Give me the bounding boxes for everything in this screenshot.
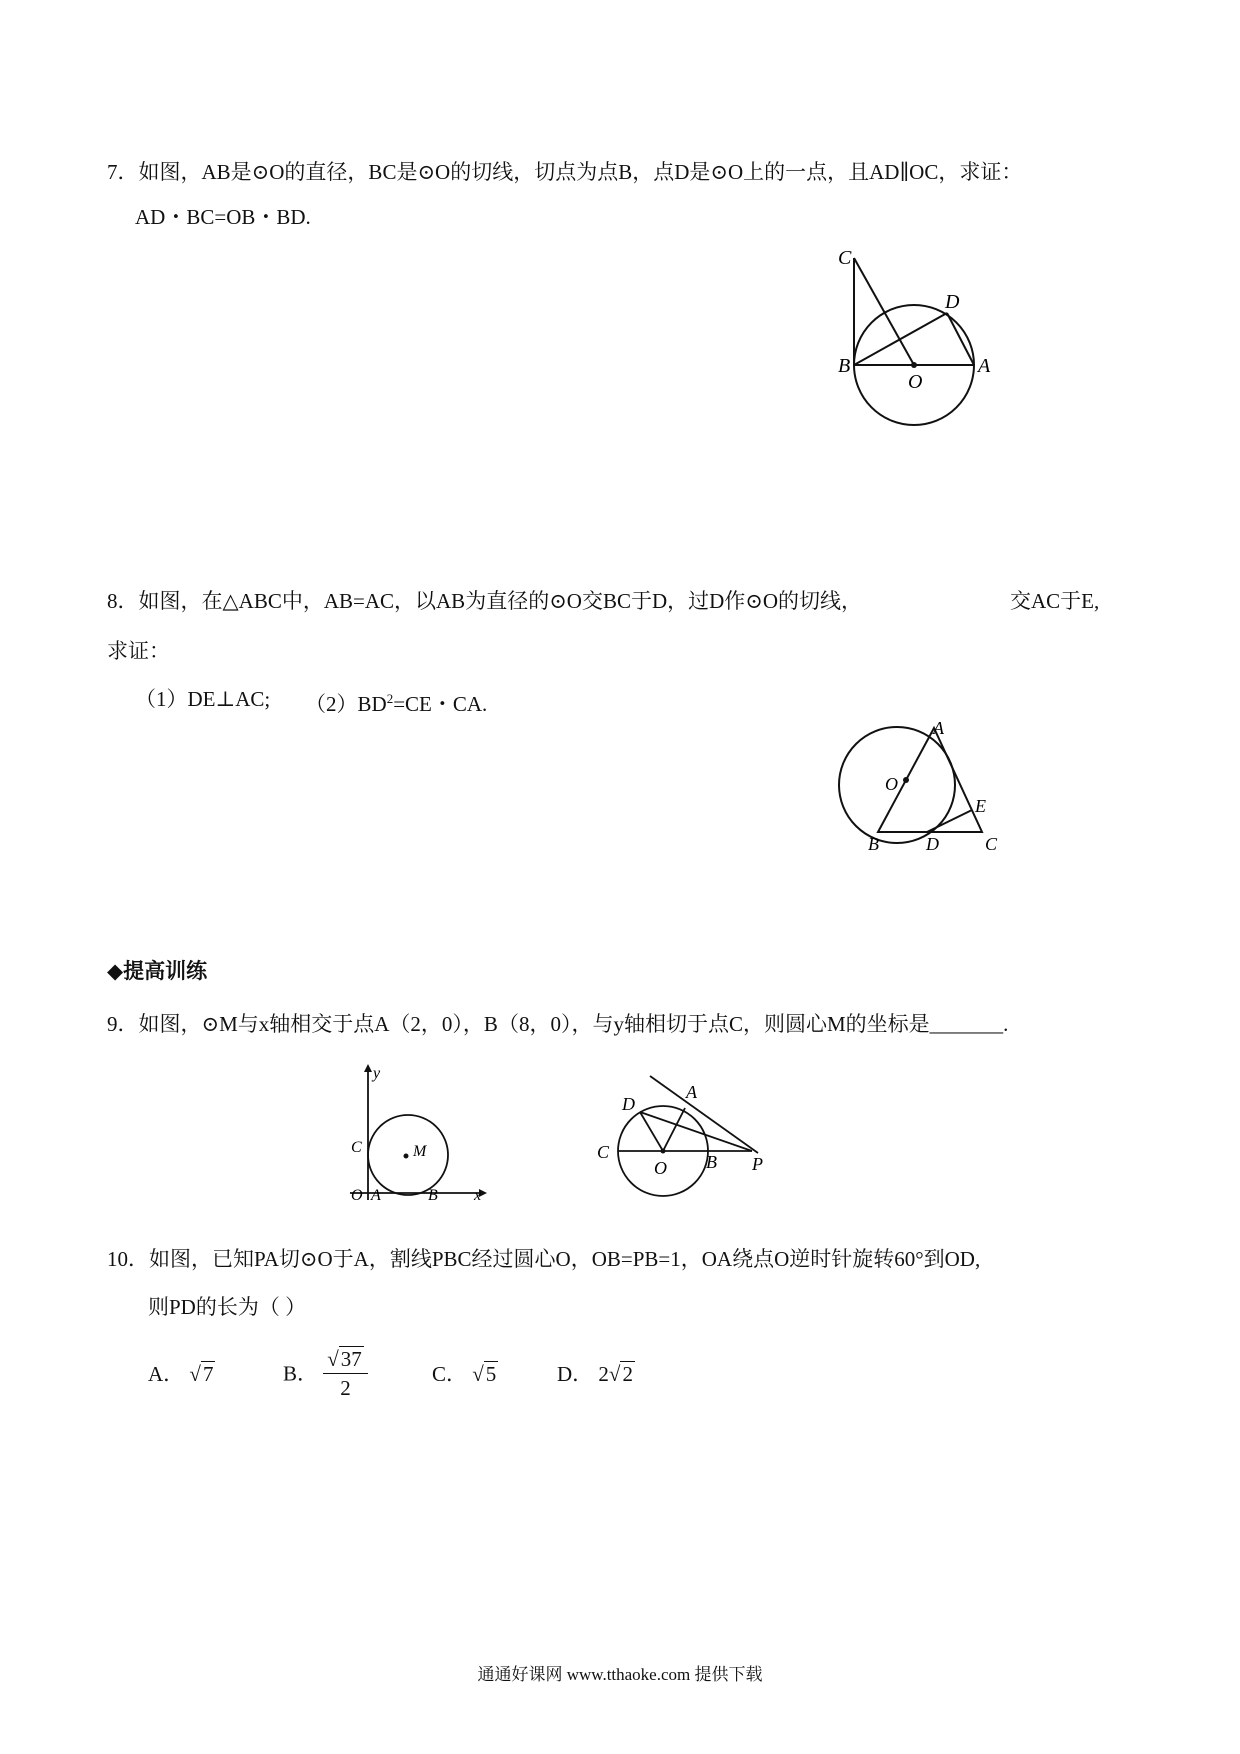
choice-a-radicand: 7 (202, 1362, 214, 1386)
q8-figure (835, 710, 1015, 860)
q10-number: 10． (107, 1247, 149, 1271)
q9-number: 9． (107, 1012, 139, 1036)
q10-label-c: C (597, 1142, 610, 1162)
choice-d-label: D． (557, 1362, 594, 1386)
q8-line2: 求证： (107, 639, 170, 663)
q7-label-a: A (978, 355, 991, 377)
choice-b-numerator (323, 1345, 368, 1374)
q9-line (107, 1010, 1008, 1038)
sqrt-icon: √ (189, 1362, 201, 1386)
q10-segment-oa (663, 1108, 685, 1151)
q10-label-p: P (752, 1154, 763, 1174)
q8-part2-suffix: =CE・CA. (393, 692, 488, 716)
choice-c-radicand: 5 (485, 1362, 497, 1386)
q8-label-o: O (885, 774, 898, 794)
q8-part2 (305, 685, 487, 718)
q10-text1: 如图，已知PA切⊙O于A，割线PBC经过圆心O，OB=PB=1，OA绕点O逆时针旋转60°到OD, (149, 1247, 981, 1271)
q9-y-arrow (364, 1064, 372, 1072)
choice-a-label: A． (148, 1362, 185, 1386)
page-footer: 通通好课网 www.tthaoke.com 提供下载 (477, 1665, 763, 1684)
q10-figure (590, 1068, 790, 1203)
q7-label-o: O (908, 371, 923, 393)
q9-center-dot (404, 1154, 409, 1159)
q8-tangent-de (927, 810, 972, 832)
q9-label-x: x (474, 1187, 482, 1204)
q9-label-a: A (371, 1187, 381, 1204)
q8-part1: （1）DE⊥AC; (135, 687, 271, 711)
q7-figure (820, 240, 1020, 440)
sqrt-icon: √ (327, 1347, 339, 1371)
q10-segment-od (640, 1112, 663, 1151)
q7-segment-bd (854, 313, 947, 365)
choice-b-radicand: 37 (340, 1347, 362, 1371)
q9-figure (335, 1060, 505, 1210)
q9-label-c: C (351, 1139, 362, 1156)
q10-label-a: A (686, 1082, 697, 1102)
choice-b-fraction (323, 1345, 368, 1402)
q8-line1 (107, 587, 862, 615)
q10-center-dot (661, 1149, 666, 1154)
choice-b-label: B． (283, 1361, 319, 1386)
q10-tangent-pa (650, 1076, 758, 1153)
q8-text1: 如图，在△ABC中，AB=AC，以AB为直径的⊙O交BC于D，过D作⊙O的切线， (138, 589, 863, 613)
q8-label-e: E (975, 796, 986, 816)
q10-label-o: O (654, 1158, 667, 1178)
q7-label-d: D (945, 291, 960, 313)
q7-label-c: C (838, 247, 852, 269)
q7-number: 7． (107, 160, 139, 184)
section-title: 提高训练 (123, 959, 208, 983)
q10-line1 (107, 1245, 980, 1273)
q10-label-d: D (622, 1094, 635, 1114)
q7-label-b: B (838, 355, 851, 377)
q8-part2-prefix: （2）BD (305, 692, 387, 716)
choice-c-label: C． (432, 1362, 468, 1386)
q10-choice-d[interactable] (557, 1360, 635, 1388)
q9-label-m: M (413, 1143, 427, 1160)
sqrt-icon: √ (608, 1362, 621, 1386)
q8-text1b: 交AC于E, (1010, 589, 1100, 613)
section-header (107, 957, 207, 985)
q8-number: 8． (107, 589, 139, 613)
q8-label-d: D (926, 834, 939, 854)
q10-segment-pd (640, 1112, 752, 1151)
q8-label-c: C (985, 834, 998, 854)
q8-label-a: A (933, 718, 944, 738)
q7-line2: AD・BC=OB・BD. (135, 205, 311, 229)
q9-label-o: O (351, 1187, 363, 1204)
q10-choice-b[interactable] (283, 1345, 368, 1402)
q7-segment-da (947, 313, 974, 365)
q10-label-b: B (706, 1152, 717, 1172)
q9-label-y: y (373, 1065, 381, 1082)
choice-d-radicand: 2 (622, 1362, 633, 1386)
sqrt-icon: √ (472, 1362, 484, 1386)
q7-text1: 如图，AB是⊙O的直径，BC是⊙O的切线，切点为点B，点D是⊙O上的一点，且AD∥OC，求证： (138, 160, 1023, 184)
q7-center-dot (911, 362, 917, 368)
q10-choice-c[interactable] (432, 1360, 498, 1388)
diamond-icon: ◆ (107, 959, 124, 983)
q8-label-b: B (868, 834, 879, 854)
choice-b-denominator: 2 (340, 1376, 351, 1400)
q10-choice-a[interactable] (148, 1360, 215, 1388)
choice-d-coef: 2 (598, 1362, 609, 1386)
q8-center-dot (903, 777, 909, 783)
q9-label-b: B (428, 1187, 438, 1204)
q9-text: 如图，⊙M与x轴相交于点A（2，0），B（8，0），与y轴相切于点C，则圆心M的坐标是 (138, 1012, 930, 1036)
q10-line2: 则PD的长为（ ） (148, 1295, 307, 1319)
q8-part2-sup: 2 (386, 691, 394, 706)
q7-line1 (107, 158, 1022, 186)
q9-blank: _______. (929, 1012, 1009, 1036)
